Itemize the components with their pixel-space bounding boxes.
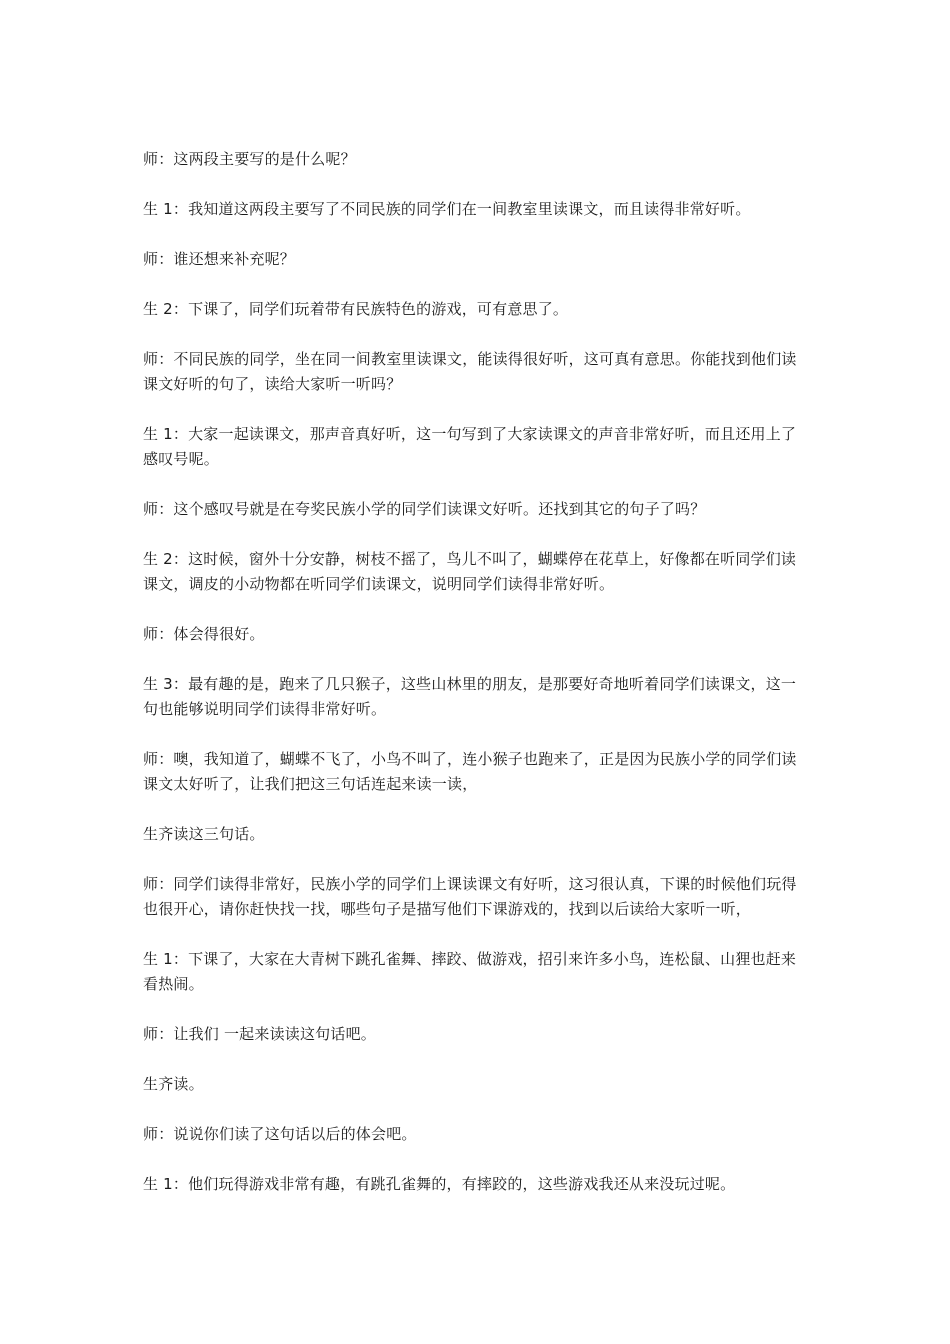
document-body xyxy=(143,147,807,1222)
paragraph-7: 师：这个感叹号就是在夸奖民族小学的同学们读课文好听。还找到其它的句子了吗？ xyxy=(143,500,706,518)
paragraph-16: 生齐读。 xyxy=(143,1075,204,1093)
paragraph-2: 生 1：我知道这两段主要写了不同民族的同学们在一间教室里读课文，而且读得非常好听。 xyxy=(143,200,751,218)
paragraph-13: 师：同学们读得非常好，民族小学的同学们上课读课文有好听，这习很认真，下课的时候他们玩得也很开心，请你赶快找一找，哪些句子是描写他们下课游戏的，找到以后读给大家听一听， xyxy=(143,875,797,918)
paragraph-1: 师：这两段主要写的是什么呢？ xyxy=(143,150,356,168)
paragraph-14: 生 1：下课了，大家在大青树下跳孔雀舞、摔跤、做游戏，招引来许多小鸟，连松鼠、山狸也赶来看热闹。 xyxy=(143,950,797,993)
paragraph-15: 师：让我们 一起来读读这句话吧。 xyxy=(143,1025,376,1043)
paragraph-18: 生 1：他们玩得游戏非常有趣，有跳孔雀舞的，有摔跤的，这些游戏我还从来没玩过呢。 xyxy=(143,1175,736,1193)
paragraph-4: 生 2：下课了，同学们玩着带有民族特色的游戏，可有意思了。 xyxy=(143,300,569,318)
paragraph-8: 生 2：这时候，窗外十分安静，树枝不摇了，鸟儿不叫了，蝴蝶停在花草上，好像都在听同学们读课文，调皮的小动物都在听同学们读课文，说明同学们读得非常好听。 xyxy=(143,550,797,593)
paragraph-6: 生 1：大家一起读课文，那声音真好听，这一句写到了大家读课文的声音非常好听，而且还用上了感叹号呢。 xyxy=(143,425,797,468)
paragraph-5: 师：不同民族的同学，坐在同一间教室里读课文，能读得很好听，这可真有意思。你能找到他们读课文好听的句了，读给大家听一听吗？ xyxy=(143,350,797,393)
paragraph-12: 生齐读这三句话。 xyxy=(143,825,265,843)
paragraph-3: 师：谁还想来补充呢？ xyxy=(143,250,296,268)
paragraph-11: 师：噢，我知道了，蝴蝶不飞了，小鸟不叫了，连小猴子也跑来了，正是因为民族小学的同学们读课文太好听了，让我们把这三句话连起来读一读， xyxy=(143,750,797,793)
paragraph-10: 生 3：最有趣的是，跑来了几只猴子，这些山林里的朋友，是那要好奇地听着同学们读课文，这一句也能够说明同学们读得非常好听。 xyxy=(143,675,797,718)
paragraph-17: 师：说说你们读了这句话以后的体会吧。 xyxy=(143,1125,417,1143)
paragraph-9: 师：体会得很好。 xyxy=(143,625,265,643)
